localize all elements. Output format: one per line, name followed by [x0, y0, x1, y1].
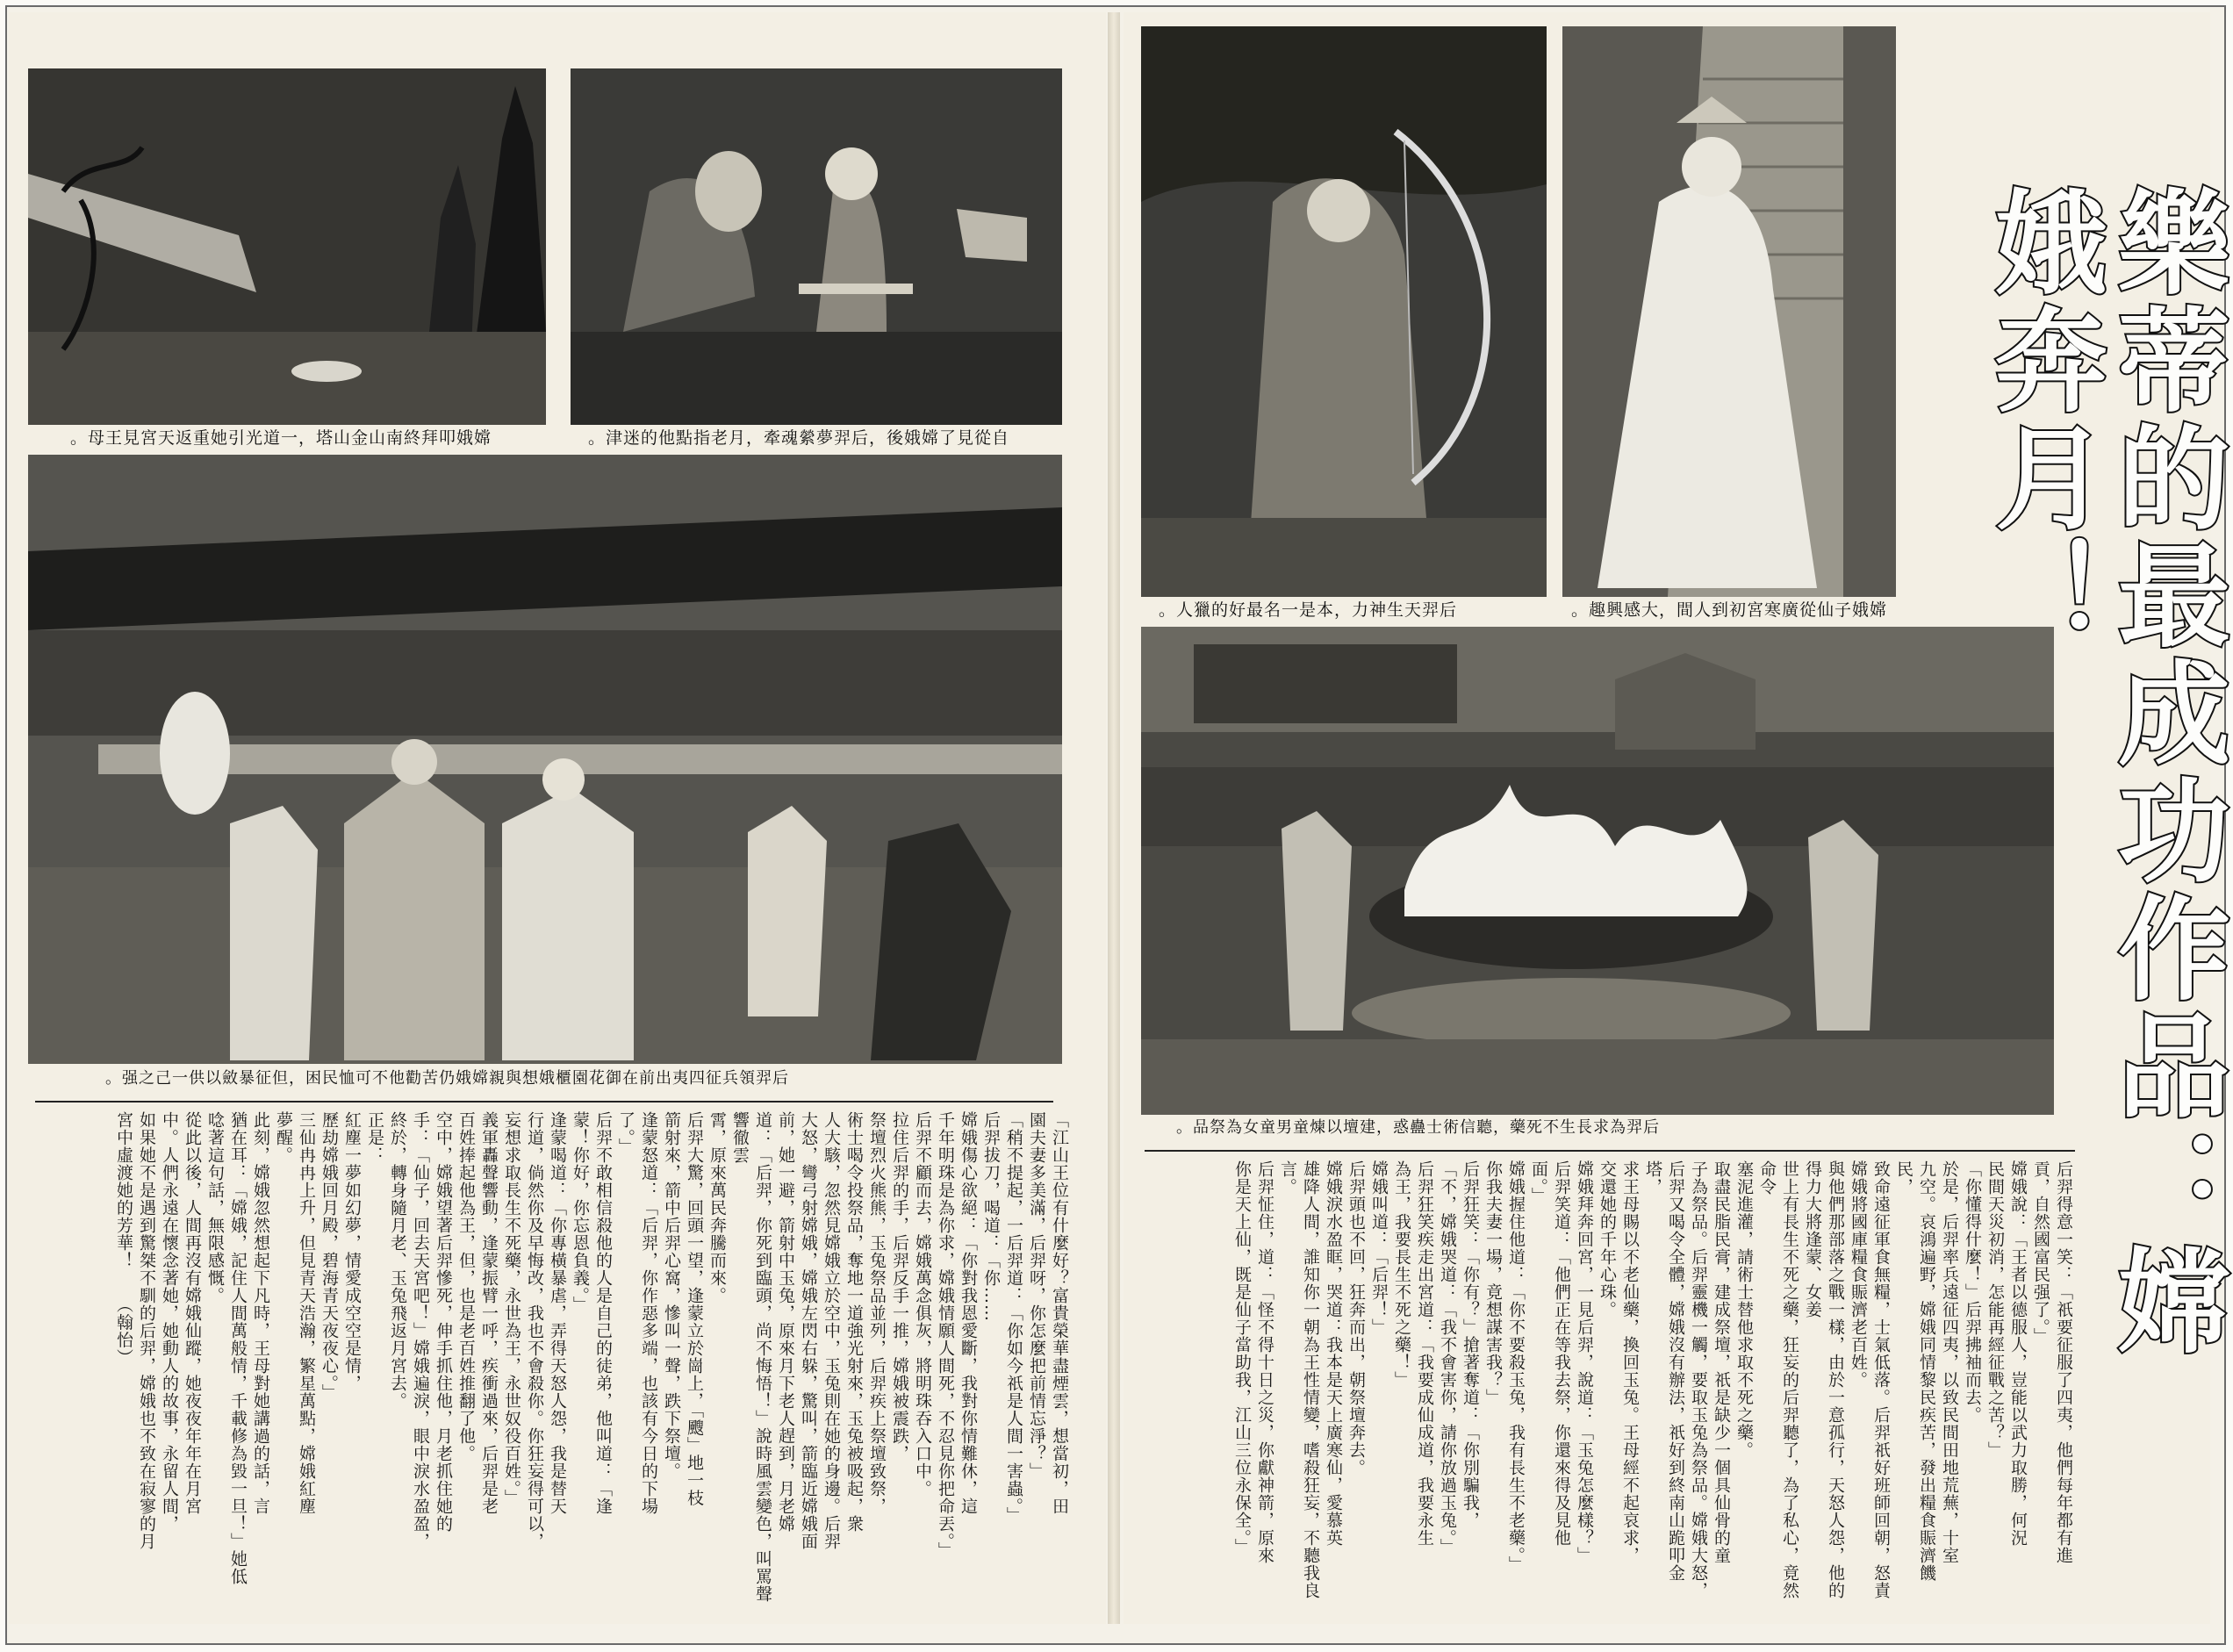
caption-photo-5: 嫦娥子仙從廣寒宮初到人間，大感興趣。 [1571, 600, 1888, 620]
left-col-7: 后羿不顧而去，嫦娥萬念俱灰，將明珠吞入口中。 [913, 1111, 932, 1498]
left-col-32: 歷劫嫦娥回月殿，碧海青天夜夜心。」 [320, 1111, 339, 1402]
caption-photo-2: 自從見了嫦娥後，后羿夢縈魂牽，月老指點他的迷津。 [588, 428, 1010, 448]
divider [35, 1101, 1053, 1103]
right-col-9: 嫦娥將國庫糧食賑濟老百姓。 [1849, 1160, 1868, 1389]
photo-fairy-stairs [1562, 26, 1896, 597]
left-col-37: 唸著這句話，無限感慨。 [205, 1111, 225, 1304]
left-col-28: 手：「仙子，回去天宮吧！」嫦娥遍淚，眼中淚水盈盈， [411, 1111, 430, 1550]
right-col-15: 后羿又喝令全體，嫦娥沒有辦法，祇好到終南山跪叩金塔， [1643, 1160, 1685, 1582]
right-col-3: 嫦娥說：「王者以德服人，豈能以武力取勝，何況 [2008, 1160, 2028, 1547]
right-col-26: 為王，我要長生不死之藥！」 [1392, 1160, 1411, 1389]
left-col-22: 逢蒙喝道：「你專橫暴虐，弄得天怒人怨，我是替天 [548, 1111, 567, 1515]
left-col-30: 正是： [365, 1111, 384, 1164]
left-col-20: 后羿不敢相信殺他的人是自己的徒弟，他叫道：「逢 [593, 1111, 613, 1515]
photo-tower-light [28, 68, 546, 425]
caption-photo-1: 嫦娥叩拜終南山金山塔，一道光引她重返天宮見王母。 [70, 428, 492, 448]
right-col-12: 塞泥進灌，請術士替他求取不死之藥。 [1734, 1160, 1754, 1459]
right-col-32: 后羿怔住，道：「怪不得十日之災，你獻神箭，原來 [1255, 1160, 1274, 1564]
right-col-5: 「你懂得什麼！」后羿拂袖而去。 [1963, 1160, 1982, 1424]
left-col-40: 如果她不是遇到驚桀不馴的后羿，嫦娥也不致在寂寥的月 [137, 1111, 156, 1550]
page-gutter [1108, 12, 1120, 1624]
left-col-36: 猶在耳：「嫦娥，記住人間萬般情，千載修為毀一旦！」她低 [228, 1111, 248, 1585]
left-col-39: 中。人們永遠在懷念著她，她動人的故事，永留人間， [160, 1111, 179, 1533]
right-col-33: 你是天上仙，既是仙子當助我，江山三位永保全。」 [1232, 1160, 1252, 1556]
left-col-29: 終於，轉身隨月老、玉兔飛返月宮去。 [388, 1111, 407, 1410]
left-col-9: 祭壇烈火熊熊，玉兔祭品並列，后羿疾上祭壇致祭， [867, 1111, 887, 1515]
right-col-16: 求王母賜以不老仙藥，換回玉兔。王母經不起哀求， [1620, 1160, 1640, 1564]
right-col-14: 子為祭品。后羿靈機一觸，要取玉兔為祭品。嫦娥大怒， [1689, 1160, 1708, 1599]
right-col-23: 后羿狂笑：「你有？」搶著奪道：「你別騙我， [1461, 1160, 1480, 1529]
left-col-27: 空中，嫦娥望著后羿慘死，伸手抓住他，月老抓住她的 [434, 1111, 453, 1533]
right-col-22: 你我夫妻一場，竟想謀害我？」 [1483, 1160, 1503, 1406]
left-col-5: 嫦娥傷心欲絕：「你對我恩愛斷，我對你情難休，這 [959, 1111, 978, 1515]
right-col-25: 后羿狂笑疾走出宮道：「我要成仙成道，我要永生 [1415, 1160, 1434, 1547]
right-col-27: 嫦娥叫道：「后羿！」 [1369, 1160, 1389, 1336]
left-col-10: 術士喝令投祭品，奪地一道強光射來，玉兔被吸起，衆 [844, 1111, 864, 1533]
left-col-33: 三仙冉冉上升，但見青天浩瀚，繁星萬點，嫦娥紅塵 [297, 1111, 316, 1515]
left-col-24: 妄想求取長生不死藥，永世為王，永世奴役百姓。」 [502, 1111, 521, 1507]
left-col-38: 從此以後，人間再沒有嫦娥仙蹤，她夜夜年年在月宮 [183, 1111, 202, 1515]
left-col-1: 「江山王位有什麼好？富貴榮華盡煙雲，想當初，田 [1050, 1111, 1069, 1515]
left-col-12: 大怒，彎弓射嫦娥，嫦娥左閃右躲，驚叫，箭臨近嫦娥面 [799, 1111, 818, 1550]
right-col-10: 與他們那部落之戰一樣，由於一意孤行，天怒人怨，他的得力大將逢蒙、女姜 [1803, 1160, 1845, 1599]
left-col-14: 道：「后羿，你死到臨頭，尚不悔悟！」說時風雲變色，叫罵聲響徹雲 [730, 1111, 772, 1603]
caption-photo-6: 后羿為求長生不死藥，聽信術士蠱惑，建壇以煉童男童女為祭品。 [1176, 1118, 1660, 1137]
right-col-28: 后羿頭也不回，狂奔而出，朝祭壇奔去。 [1346, 1160, 1366, 1476]
caption-photo-3: 后羿領兵征四夷出前在御花園櫃娥想與親嫦娥仍苦勸他不可恤民困，但征暴斂以供一己之强。 [105, 1069, 789, 1088]
right-col-13: 取盡民脂民膏，建成祭壇，祇是缺少一個具仙骨的童 [1712, 1160, 1731, 1564]
left-col-8: 拉住后羿的手，后羿反手一推，嫦娥被震跌， [890, 1111, 909, 1462]
right-col-6: 於是，后羿率兵遠征四夷，以致民間田地荒蕪，十室 [1940, 1160, 1959, 1564]
right-col-1: 后羿得意一笑：「祇要征服了四夷，他們每年都有進 [2054, 1160, 2073, 1564]
left-col-2: 園夫妻多美滿，后羿呀，你怎麼把前情忘淨？」 [1027, 1111, 1046, 1480]
left-col-15: 霄，原來萬民奔騰而來。 [707, 1111, 727, 1304]
left-col-6: 千年明珠是為你求，嫦娥情願人間死，不忍見你把命丟。」 [936, 1111, 955, 1560]
left-col-35: 此刻，嫦娥忽然想起下凡時，王母對她講過的話，言 [251, 1111, 270, 1515]
right-col-17: 交還她的千年心珠。 [1598, 1160, 1617, 1318]
right-col-29: 嫦娥淚水盈眶，哭道：我本是天上廣寒仙，愛慕英 [1324, 1160, 1343, 1547]
right-col-19: 后羿笑道：「他們正在等我去祭，你還來得及見他 [1552, 1160, 1571, 1547]
right-col-24: 「不，嫦娥哭道：「我不會害你，請你放過玉兔。」 [1438, 1160, 1457, 1556]
left-col-18: 逢蒙怒道：「后羿，你作惡多端，也該有今日的下場 [639, 1111, 658, 1515]
right-col-7: 九空。哀鴻遍野，嫦娥同情黎民疾苦，發出糧食賑濟饑民， [1894, 1160, 1936, 1582]
photo-altar-fire [1141, 627, 2054, 1115]
article-left-columns [35, 1111, 1071, 1603]
left-page [9, 12, 1106, 1624]
left-col-19: 了。」 [616, 1111, 635, 1156]
right-col-4: 民間天災初消，怎能再經征戰之苦？」 [1985, 1160, 2005, 1459]
photo-archer [1141, 26, 1547, 597]
right-col-30: 雄降人間，誰知你一朝為王性情變，嗜殺狂妄，不聽我良 [1301, 1160, 1320, 1599]
right-col-2: 貢，自然國富民强了。」 [2031, 1160, 2050, 1346]
right-col-18: 嫦娥拜奔回宮，一見后羿，說道：「玉兔怎麼樣？」 [1575, 1160, 1594, 1564]
article-title: 樂蒂的最成功作品：嫦娥奔月！ [1976, 184, 2229, 1361]
right-col-11: 世上有長生不死之藥，狂妄的后羿聽了，為了私心，竟然命令 [1757, 1160, 1799, 1599]
right-col-20: 面。」 [1529, 1160, 1548, 1205]
right-col-31: 言。 [1278, 1160, 1297, 1196]
left-col-11: 人大駭，忽然見嫦娥立於空中，玉兔則在她的身邊。后羿 [822, 1111, 841, 1550]
left-col-21: 蒙！你好，你忘恩負義。」 [571, 1111, 590, 1314]
left-col-17: 箭射來，箭中后羿心窩，慘叫一聲，跌下祭壇。 [662, 1111, 681, 1480]
photo-moon-elder [571, 68, 1062, 425]
left-col-31: 紅塵一夢如幻夢，情愛成空空是情， [342, 1111, 362, 1392]
left-col-41: 宮中虛渡她的芳華！ （翰怡） [114, 1111, 133, 1367]
left-col-13: 前，她一避，箭射中玉兔，原來月下老人趕到，月老嫦 [776, 1111, 795, 1533]
left-col-16: 后羿大驚，回頭一望，逢蒙立於崗上，「颼」地一枝 [685, 1111, 704, 1507]
left-col-3: 「稍不提起，一后羿道：「你如今祇是人間一害蟲。」 [1004, 1111, 1023, 1525]
photo-palace-garden [28, 455, 1062, 1064]
caption-photo-4: 后羿天生神力，本是一名最好的獵人。 [1159, 600, 1458, 620]
right-col-21: 嫦娥握住他道：「你不要殺玉兔，我有長生不老藥。」 [1506, 1160, 1526, 1574]
left-col-4: 后羿拔刀，喝道：「你…… [981, 1111, 1001, 1322]
left-col-23: 行道，倘然你及早悔改，我也不會殺你。你狂妄得可以， [525, 1111, 544, 1550]
left-col-25: 義軍轟聲響動，逢蒙振臂一呼，疾衝過來，后羿是老 [479, 1111, 499, 1515]
left-col-34: 夢醒。 [274, 1111, 293, 1164]
left-col-26: 百姓捧起他為王，但，也是老百姓推翻了他。 [456, 1111, 476, 1462]
right-col-8: 致命遠征軍食無糧，士氣低落。后羿祇好班師回朝，怒責 [1871, 1160, 1891, 1599]
